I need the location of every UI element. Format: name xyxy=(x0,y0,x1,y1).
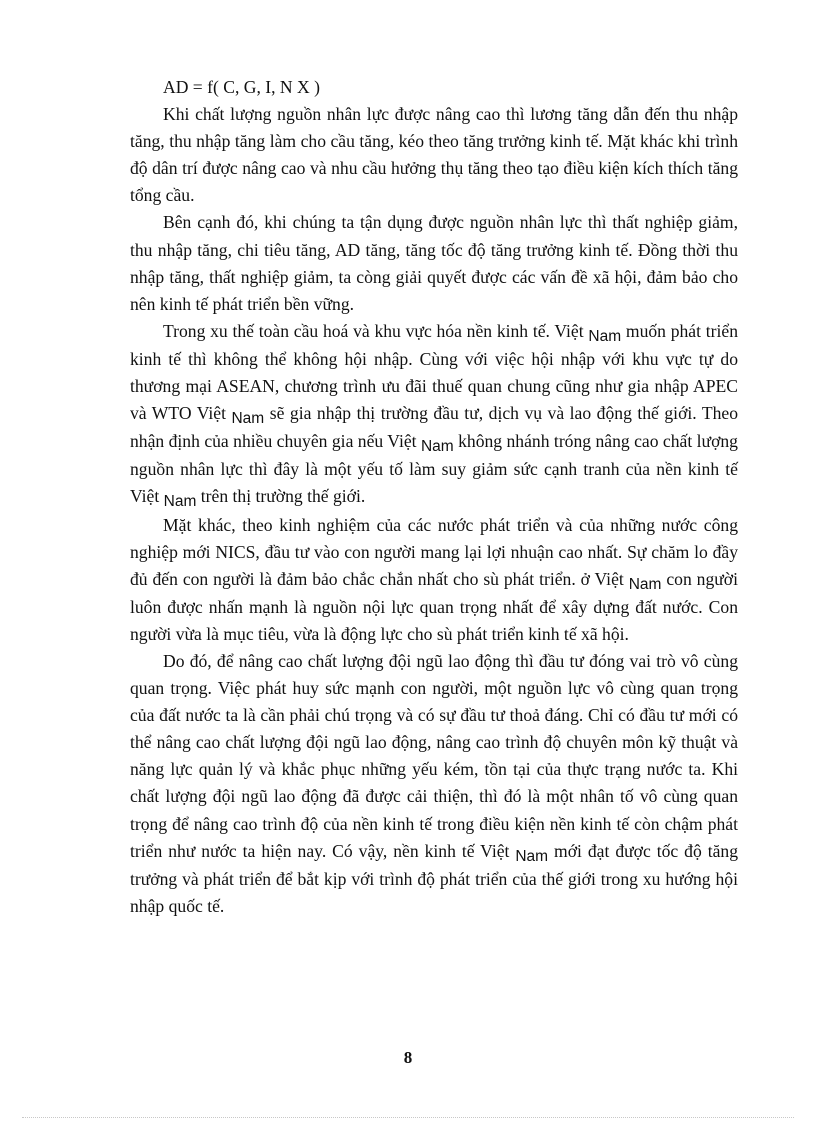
country-name-nam: Nam xyxy=(588,327,622,345)
paragraph-text: Do đó, để nâng cao chất lượng đội ngũ lao động thì đầu tư đóng vai trò vô cùng quan trọng. Việc phát huy sức mạnh con người, một nguồn lực vô cùng quan trọng của đất nước ta là cần phải chú trọng và có sự đầu tư thoả đáng. Chỉ có đầu tư mới có thể nâng cao chất lượng đội ngũ lao động, nâng cao trình độ chuyên môn kỹ thuật và năng lực quản lý và khắc phục những yếu kém, tồn tại của thực trạng nước ta. Khi chất lượng đội ngũ lao động đã được cải thiện, thì đó là một nhân tố vô cùng quan trọng để nâng cao trình độ của nền kinh tế trong điều kiện nền kinh tế còn chậm phát triển như nước ta hiện nay. Có vậy, nền kinh tế Việt xyxy=(130,650,738,861)
body-paragraph xyxy=(130,648,738,920)
country-name-nam: Nam xyxy=(515,847,549,865)
country-name-nam: Nam xyxy=(163,493,197,511)
body-paragraph xyxy=(130,209,738,317)
aggregate-demand-formula: AD = f( C, G, I, N X ) xyxy=(163,77,321,97)
country-name-nam: Nam xyxy=(231,410,265,428)
paragraph-text: không nhánh tróng nâng cao chất lượng nguồn nhân lực thì đây là một yếu tố làm suy giảm sức cạnh tranh của nền kinh tế Việt xyxy=(130,431,738,507)
paragraph-text: con người luôn được nhấn mạnh là nguồn nội lực quan trọng nhất để xây dựng đất nước. Con người vừa là mục tiêu, vừa là động lực cho sù phát triển kinh tế xã hội. xyxy=(130,568,738,644)
paragraph-text: sẽ gia nhập thị trường đầu tư, dịch vụ và lao động thế giới. Theo nhận định của nhiều chuyên gia nếu Việt xyxy=(130,403,739,452)
footer-divider xyxy=(22,1117,794,1118)
paragraph-text: Trong xu thế toàn cầu hoá và khu vực hóa nền kinh tế. Việt xyxy=(163,320,589,341)
paragraph-text: trên thị trường thế giới. xyxy=(196,486,366,507)
body-paragraph xyxy=(130,318,738,512)
paragraph-container xyxy=(130,101,738,920)
paragraph-text: mới đạt được tốc độ tăng trưởng và phát triển để bắt kịp với trình độ phát triển của thế giới trong xu hướng hội nhập quốc tế. xyxy=(130,840,738,916)
body-paragraph xyxy=(130,512,738,648)
paragraph-text: muốn phát triển kinh tế thì không thể không hội nhập. Cùng với việc hội nhập với khu vực tự do thương mại ASEAN, chương trình ưu đãi thuế quan chung cũng như gia nhập APEC và WTO Việt xyxy=(130,320,738,424)
country-name-nam: Nam xyxy=(628,575,662,593)
page-number: 8 xyxy=(403,1048,413,1067)
body-paragraph xyxy=(130,101,738,209)
paragraph-text: Khi chất lượng nguồn nhân lực được nâng cao thì lương tăng dẫn đến thu nhập tăng, thu nhập tăng làm cho cầu tăng, kéo theo tăng trưởng kinh tế. Mặt khác khi trình độ dân trí được nâng cao và nhu cầu hưởng thụ tăng theo tạo điều kiện kích thích tăng tổng cầu. xyxy=(130,104,738,206)
paragraph-text: Mặt khác, theo kinh nghiệm của các nước phát triển và của những nước công nghiệp mới NICS, đầu tư vào con người mang lại lợi nhuận cao nhất. Sự chăm lo đầy đủ đến con người là đảm bảo chắc chắn nhất cho sù phát triển. ở Việt xyxy=(130,514,738,589)
document-body xyxy=(130,74,738,920)
paragraph-text: Bên cạnh đó, khi chúng ta tận dụng được nguồn nhân lực thì thất nghiệp giảm, thu nhập tăng, chi tiêu tăng, AD tăng, tăng tốc độ tăng trưởng kinh tế. Đồng thời thu nhập tăng, thất nghiệp giảm, ta còng giải quyết được các vấn đề xã hội, đảm bảo cho nên kinh tế phát triển bền vững. xyxy=(130,212,738,314)
country-name-nam: Nam xyxy=(420,438,454,456)
